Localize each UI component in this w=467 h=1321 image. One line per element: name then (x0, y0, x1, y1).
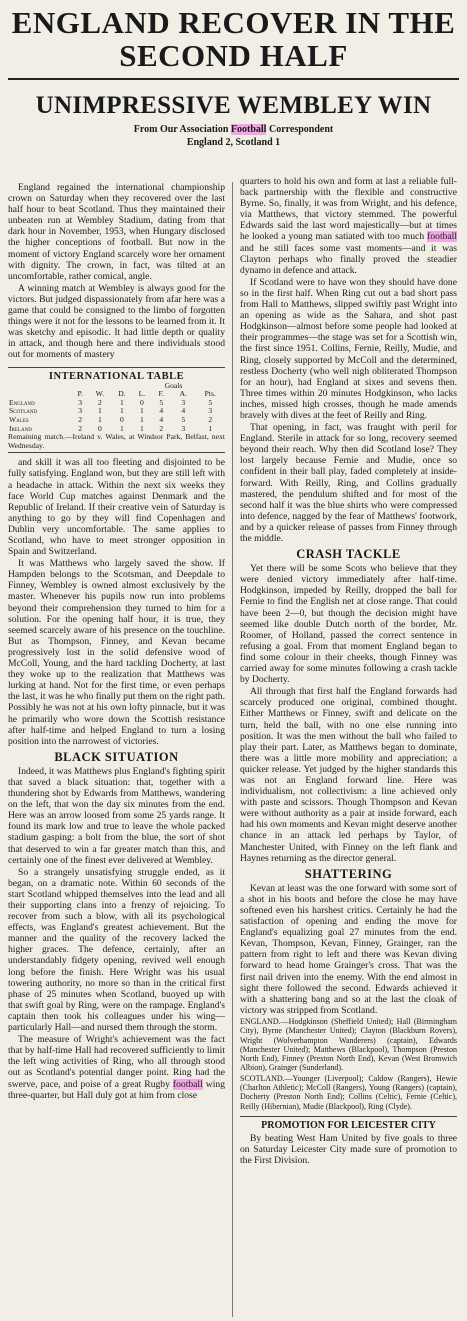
goals-header: Goals (164, 380, 183, 390)
promotion-text: By beating West Ham United by five goals to three on Saturday Leicester City made sure of promotion to the First Division. (240, 1133, 457, 1167)
byline-highlight: Football (230, 124, 267, 135)
headline-rule (8, 78, 459, 80)
headline: ENGLAND RECOVER IN THE SECOND HALF (11, 5, 456, 73)
paragraph: Yet there will be some Scots who believe that they were denied victory immediately after half-time. Hodgkinson, impeded by Reilly, dropped the ball for Fernie to find the English net at close range. That could have been 2—0, but though the decision might have seemed like double Dutch north of the border, Mr. Roomer, of Holland, passed the correct sentence in refusing a goal. From that moment England began to find some colour in their cheeks, though Finney was carried away for some minutes following a crash tackle by Docherty. (240, 563, 457, 686)
section-heading-shattering: SHATTERING (304, 866, 393, 881)
table-title: INTERNATIONAL TABLE (48, 370, 185, 382)
newspaper-page (0, 6, 467, 1321)
paragraph: England regained the international championship crown on Saturday when they recovered over the last half hour to beat Scotland. Thus they maintained their unbeaten run at Wembley Stadium, dating from that dark hour in November, 1953, when Hungary disclosed the higher conceptions of football. But now in the moment of victory England scarcely wore her ornament with dignity. The crown, in fact, was tilted at an uncomfortable, rather comical, angle. (8, 182, 225, 282)
standings-table (8, 382, 225, 434)
byline (0, 124, 467, 135)
col-header: D. (118, 389, 126, 399)
subhead: UNIMPRESSIVE WEMBLEY WIN (35, 92, 432, 119)
team-lineup-scotland: SCOTLAND.—Younger (Liverpool); Caldow (Rangers), Hewie (Charlton Athletic); McColl (Rangers), Young (Rangers) (captain), Docherty (Preston North End); Collins (Celtic), Fernie (Celtic), Reilly (Hibernian), Mudie (Blackpool), Ring (Clyde). (240, 1073, 457, 1111)
paragraph: Kevan at least was the one forward with some sort of a shot in his boots and before the close he may have softened even his harshest critics. Certainly he had the satisfaction of opening and ending the move for England's equalizing goal 27 minutes from the end. Kevan, Thompson, Kevan, Finney, Grainger, ran the pattern from right to left and there was Kevan diving forward to head home Grainger's cross. That was the first nail driven into the enemy. With the end almost in sight there followed the second. Edwards achieved it with a shattering bang and so at the last the cloak of victory was stripped from Scotland. (240, 882, 457, 1016)
paragraph: So a strangely unsatisfying struggle ended, as it began, on a dramatic note. Within 60 seconds of the start Scotland whipped themselves into the lead and all their supporting clans into a frenzy of rejoicing. To recover from such a blow, with all its psychological effects, was England's greatest achievement. But the manner and the quality of the recovery lacked the higher graces. The defence, certainly, after an understandably fidgety opening, revived well enough long before the finish. Here Wright was his usual towering authority, no more so than in the critical first phase of 25 minutes when Scotland, buoyed up with that swift goal by Ring, were on the rampage. England's captain then took his colleagues under his wing—particularly Hall—and nursed them through the storm. (8, 866, 225, 1034)
col-header: Pts. (204, 389, 216, 399)
paragraph: A winning match at Wembley is always good for the victors. But judged dispassionately from afar here was a game that could be consigned to the limbo of forgotten things were it not for the lessons to be learned from it. It was sketchy and episodic. It had little depth or quality in attack, and though here and there individuals stood out for moments of mastery (8, 282, 225, 361)
right-column (240, 176, 457, 1167)
paragraph: The measure of Wright's achievement was the fact that by half-time Hall had recovered sufficiently to limit the left wing activities of Ring, who all through stood out as Scotland's potential danger point. Ring had the swerve, pace, and poise of a great Rugby football wing three-quarter, but Hall duly got at him from close (8, 1034, 225, 1101)
paragraph: All through that first half the England forwards had scarcely produced one original, combined thought. Either Matthews or Finney, swift and delicate on the turn, held the ball, with no one else running into position. It was the men without the ball who failed to play their part. Later, as Matthews began to dominate, there was a little more mobility and appreciation; a quicker release. Yet judged by the higher standards this was not an England forward line. Here was individualism, not collectivism: a line achieved only with paste and scissors. Though Thompson and Kevan were without authority as a pair at inside forward, each had his own moments and Kevan might deserve another chance in an attack led perhaps by Taylor, of Manchester United, with Finney on the left flank and Haynes returning as the director general. (240, 686, 457, 864)
paragraph: Indeed, it was Matthews plus England's fighting spirit that saved a black situation: that, together with a thundering shot by Edwards from Matthews, wandering on the left, that won the day six minutes from the end. Here was an arrow loosed from some 25 yards range. It found its mark low and true to leave the whole packed stadium gasping: a bolt from the blue, the sort of shot that deserved to win a far greater match than this, and certainly one of the finest ever delivered at Wembley. (8, 765, 225, 866)
table-row: Ireland 2 0 1 1 2 3 1 (9, 423, 213, 433)
article-columns (8, 176, 459, 1317)
col-header: A. (179, 389, 187, 399)
paragraph: That opening, in fact, was fraught with peril for England. Sterile in attack for so long, recovery seemed beyond their reach. Why then did Scotland lose? They lost largely because Fernie and Mudie, once so confident in their ball play, faded completely at inside-forward. With Reilly, Ring, and Collins gradually mastered, the pendulum shifted and for most of the second half it was the blue shirts who were compressed into defence, nagged by the fear of Matthews' footwork, and by a quicker release of passes from Finney through the middle. (240, 422, 457, 544)
left-column (8, 182, 225, 1102)
col-header: F. (158, 389, 165, 399)
highlight-football: football (427, 231, 457, 243)
section-heading-black-situation: BLACK SITUATION (54, 749, 179, 764)
promotion-heading: PROMOTION FOR LEICESTER CITY (240, 1116, 457, 1131)
paragraph: It was Matthews who largely saved the show. If Hampden belongs to the Scotsman, and Deepdale to Finney, Wembley is owned almost exclusively by the master. Whenever his pupils now run into problems beyond their comprehension they turned to him for a solution. For the opening half hour, it is true, they seemed scarcely aware of his presence on the touchline. But as Thompson, Finney, and Kevan became progressively lost in the solid defensive wood of McColl, Young, and the hard tackling Docherty, at last they woke up to the realization that Matthews was lurking at hand. Not for the first time, or even perhaps the last, it was he who finally put them on the right path. Possibly he was not at his own lofty pinnacle, but it was he primarily who wore down the Scottish resistance after half-time and helped England to turn a losing position into the narrowest of victories. (8, 558, 225, 747)
col-header: W. (95, 389, 105, 399)
paragraph: and skill it was all too fleeting and disjointed to be fully satisfying. England won, but they are still left with a headache in attack. Within the next six weeks they face World Cup matches against Denmark and the Republic of Ireland. If their creative vein of Saturday is anything to go by they will find Copenhagen and Dublin very uncomfortable. The same applies to Scotland, who have to meet stronger opposition in Spain and Switzerland. (8, 457, 225, 558)
paragraph: quarters to hold his own and form at last a reliable full-back partnership with the flexible and constructive Byrne. So, finally, it was from Wright, and his defence, via Matthews, that victory stemmed. The powerful Edwards said the last word majestically—but at times he looked a young man satiated with too much football and he still faces some vast moments—and it was Clayton perhaps who finally proved the steadier dynamo in defence and attack. (240, 176, 457, 276)
highlight-football: football (172, 1078, 203, 1090)
column-divider (232, 182, 233, 1317)
table-header-row (8, 390, 225, 399)
match-result: England 2, Scotland 1 (186, 137, 281, 148)
international-table (8, 367, 225, 454)
col-header: L. (138, 389, 146, 399)
team-lineup-england: ENGLAND.—Hodgkinson (Sheffield United); Hall (Birmingham City), Byrne (Manchester United); Clayton (Blackburn Rovers), Wright (Wolverhampton Wanderers) (captain), Edwards (Manchester United); Matthews (Blackpool), Thompson (Preston North End), Finney (Preston North End), Kevan (West Bromwich Albion), Grainger (Sunderland). (240, 1016, 457, 1073)
table-row: England 3 2 1 0 5 3 5 (9, 397, 213, 407)
table-row: Scotland 3 1 1 1 4 4 3 (9, 406, 213, 416)
table-note: Remaining match.—Ireland v. Wales, at Windsor Park, Belfast, next Wednesday. (8, 432, 225, 450)
byline-prefix: From Our Association (133, 124, 231, 135)
table-row: Wales 2 1 0 1 4 5 2 (9, 414, 213, 424)
section-heading-crash-tackle: CRASH TACKLE (296, 547, 401, 562)
table-goals-row (8, 382, 225, 391)
col-header: P. (77, 389, 83, 399)
paragraph: If Scotland were to have won they should have done so in the first half. When Ring cut out a bad short pass from Hall to Matthews, slipped swiftly past Wright into an opening as wide as the Sahara, and shot past Hodgkinson—almost before some people had looked at their programmes—the stage was set for a Scottish win, the first since 1951. Collins, Fernie, Reilly, Mudie, and Ring, closely supported by McColl and the determined, restless Docherty (who well nigh obliterated Thompson for an hour), had England at sixes and sevens then. Three times within 20 minutes Hodgkinson, who lacks inches, missed high crosses, though he made amends bravely with dives at the feet of Reilly and Ring. (240, 276, 457, 421)
byline-suffix: Correspondent (266, 124, 334, 135)
